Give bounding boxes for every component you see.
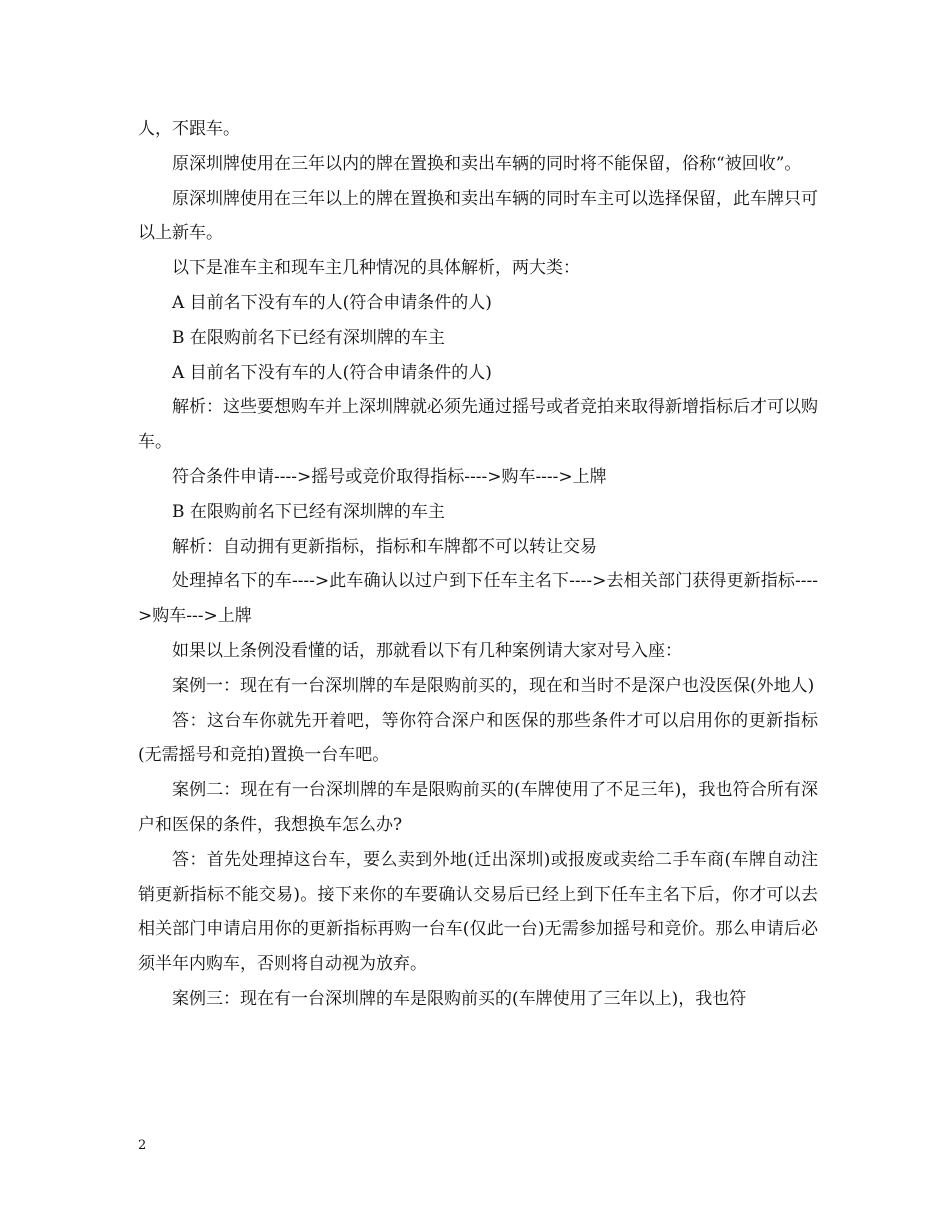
paragraph: 案例一：现在有一台深圳牌的车是限购前买的，现在和当时不是深户也没医保(外地人): [172, 675, 815, 696]
paragraph: B 在限购前名下已经有深圳牌的车主: [172, 501, 445, 522]
document-body: [138, 112, 818, 1017]
paragraph: B 在限购前名下已经有深圳牌的车主: [172, 327, 445, 348]
paragraph: 处理掉名下的车---->此车确认以过户到下任车主名下---->去相关部门获得更新指标---->购车--->上牌: [138, 571, 818, 627]
paragraph: 原深圳牌使用在三年以内的牌在置换和卖出车辆的同时将不能保留，俗称“被回收”。: [172, 153, 802, 174]
paragraph: 人，不跟车。: [138, 119, 240, 139]
paragraph: 如果以上条例没看懂的话，那就看以下有几种案例请大家对号入座：: [172, 640, 682, 661]
paragraph: 以下是准车主和现车主几种情况的具体解析，两大类：: [172, 258, 580, 279]
paragraph: 解析：自动拥有更新指标，指标和车牌都不可以转让交易: [172, 536, 597, 557]
paragraph: A 目前名下没有车的人(符合申请条件的人): [172, 362, 492, 383]
paragraph: 解析：这些要想购车并上深圳牌就必须先通过摇号或者竞拍来取得新增指标后才可以购车。: [138, 397, 818, 453]
paragraph: 案例三：现在有一台深圳牌的车是限购前买的(车牌使用了三年以上)，我也符: [172, 988, 747, 1009]
paragraph: 案例二：现在有一台深圳牌的车是限购前买的(车牌使用了不足三年)，我也符合所有深户和医保的条件，我想换车怎么办?: [138, 780, 818, 835]
page-number: 2: [138, 1138, 147, 1153]
paragraph: 原深圳牌使用在三年以上的牌在置换和卖出车辆的同时车主可以选择保留，此车牌只可以上新车。: [138, 188, 818, 244]
paragraph: 答：首先处理掉这台车，要么卖到外地(迁出深圳)或报废或卖给二手车商(车牌自动注销更新指标不能交易)。接下来你的车要确认交易后已经上到下任车主名下后，你才可以去相关部门申请启用你的更新指标再购一台车(仅此一台)无需参加摇号和竞价。那么申请后必须半年内购车，否则将自动视为放弃。: [138, 849, 818, 975]
paragraph: 符合条件申请---->摇号或竞价取得指标---->购车---->上牌: [172, 466, 607, 487]
paragraph: A 目前名下没有车的人(符合申请条件的人): [172, 292, 492, 313]
paragraph: 答：这台车你就先开着吧，等你符合深户和医保的那些条件才可以启用你的更新指标(无需摇号和竞拍)置换一台车吧。: [138, 710, 818, 766]
